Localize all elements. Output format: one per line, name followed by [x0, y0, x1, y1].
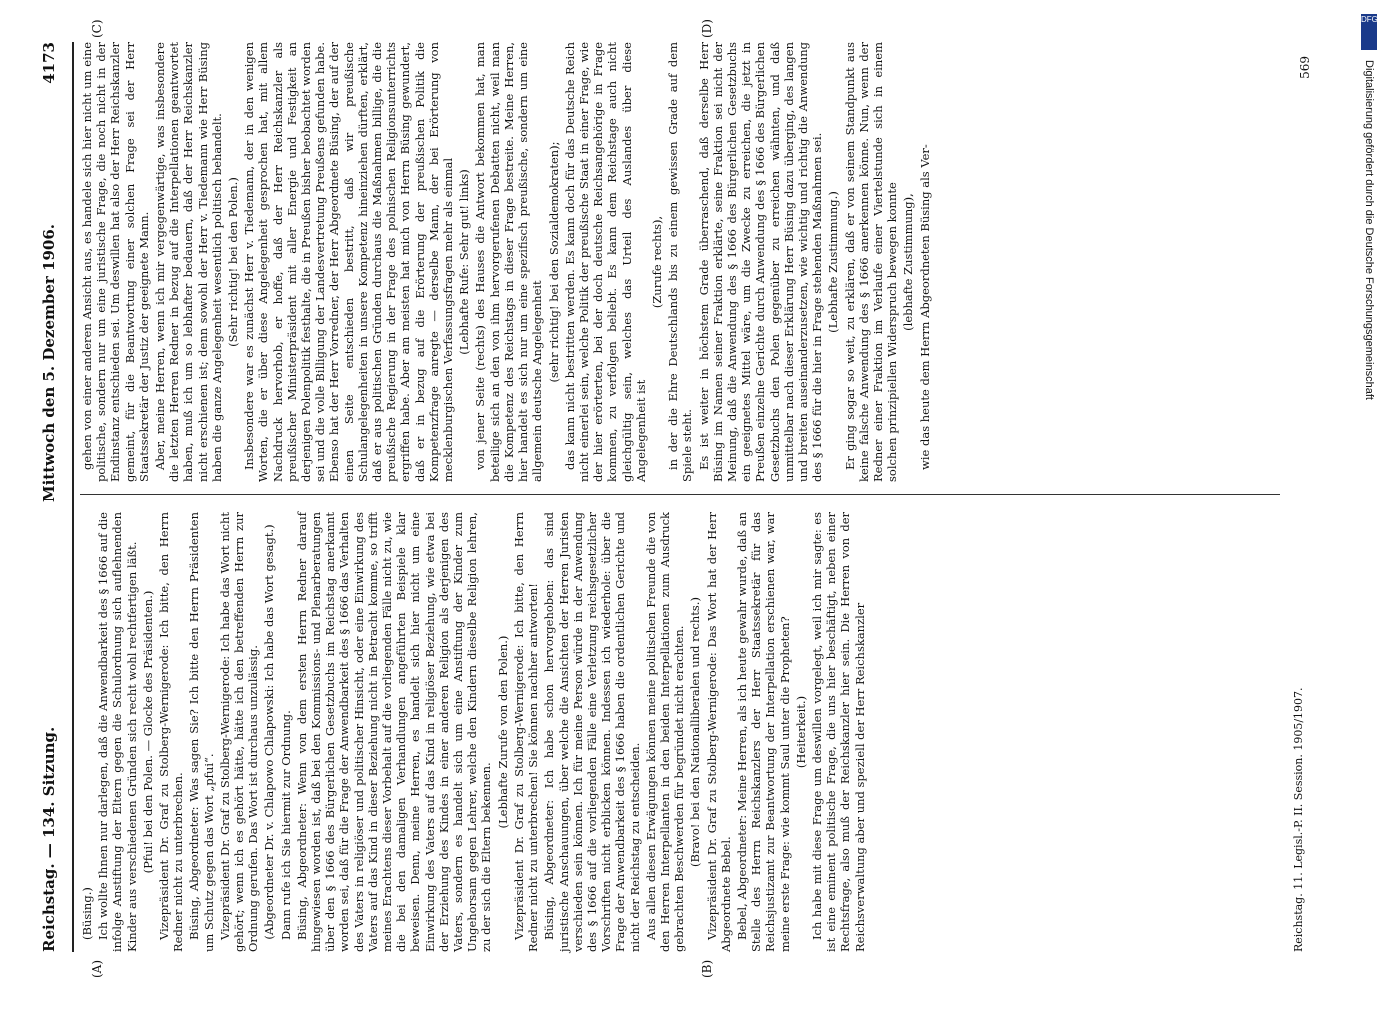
right-para: (sehr richtig! bei den Sozialdemokraten); — [546, 141, 561, 383]
left-para: Büsing, Abgeordneter: Ich habe schon hervorgehoben: das sind juristische Anschauungen, über welche die Ansichten der Herren Juristen verschieden sein können. Ich für meine Person würde in der Anwendung des § 1666 auf die vorliegenden Fälle eine Verletzung reichsgesetzlicher Vorschriften nicht erblicken können. Indessen ich wiederhole: über die Frage der Anwendbarkeit des § 1666 haben die ordentlichen Gerichte und nicht der Reichstag zu entscheiden. — [542, 512, 642, 952]
header-date: Mittwoch den 5. Dezember 1906. — [40, 224, 58, 502]
left-para: Vizepräsident Dr. Graf zu Stolberg-Wernigerode: Ich habe das Wort nicht gehört; wenn ich es gehört hätte, hätte ich den betreffenden Herrn zur Ordnung gerufen. Das Wort ist durchaus unzulässig. — [217, 512, 261, 952]
dfg-logo — [1361, 14, 1377, 50]
left-para: (Abgeordneter Dr. v. Chlapowo Chlapowski: Ich habe das Wort gesagt.) — [262, 524, 277, 940]
left-column — [80, 512, 869, 952]
left-para: (Büsing.) — [80, 887, 94, 940]
left-para: (Pfui! bei den Polen. — Glocke des Präsidenten.) — [140, 590, 155, 874]
left-para: Aus allen diesen Erwägungen können meine politischen Freunde die von den Herren Interpellanten in den beiden Interpellationen zum Ausdruck gebrachten Beschwerden für begründet nicht erachten. — [643, 512, 687, 952]
left-para: Bebel, Abgeordneter: Meine Herren, als ich heute gewahr wurde, daß an Stelle des Herrn Reichskanzlers der Herr Staatssekretär für das Reichsjustizamt zur Beantwortung der Interpellation erschienen war, war meine erste Frage: wie kommt Saul unter die Propheten? — [734, 512, 792, 952]
right-para: (Lebhafte Zustimmung.) — [826, 191, 841, 333]
right-column — [80, 42, 934, 482]
right-para: (Sehr richtig! bei den Polen.) — [226, 177, 241, 347]
right-para: das kann nicht bestritten werden. Es kann doch für das Deutsche Reich nicht einerlei sein, welche Politik der preußische Staat in einer Frage, wie der hier erörterten, bei der doch deutsche Reichsangehörige in Frage kommen, zu verfolgen beliebt. Es kann dem Reichstage auch nicht gleichgültig sein, welches das Urteil des Auslandes über diese Angelegenheit ist — [562, 42, 648, 482]
page-header — [12, 42, 72, 952]
right-para: gehen von einer anderen Ansicht aus, es handele sich hier nicht um eine politische, sondern nur um eine juristische Frage, die noch nicht in der Endinstanz entschieden sei. Um deswillen hat also der Herr Reichskanzler gemeint, für die Beantwortung einer solchen Frage sei der Herr Staatssekretär der Justiz der geeignete Mann. — [80, 42, 151, 482]
left-para: Büsing, Abgeordneter: Wenn von dem ersten Herrn Redner darauf hingewiesen worden ist, daß bei den Kommissions- und Plenarberatungen über den § 1666 des Bürgerlichen Gesetzbuchs im Reichstag anerkannt worden sei, daß für die Frage der Anwendbarkeit des § 1666 das Verhalten des Vaters in religiöser und politischer Hinsicht, oder eine Einwirkung des Vaters auf das Kind in dieser Beziehung nicht in Betracht komme, so trifft meines Erachtens dieser Vorbehalt auf die vorliegenden Fälle nicht zu, wie die bei den damaligen Verhandlungen angeführten Beispiele klar beweisen. Denn, meine Herren, es handelt sich hier nicht um eine Einwirkung des Vaters auf das Kind in religiöser Beziehung, wie etwa bei der Erziehung des Kindes in einer anderen Religion als derjenigen des Vaters, sondern es handelt sich um eine Anstiftung der Kinder zum Ungehorsam gegen Lehrer, welche den Kindern dieselbe Religion lehren, zu der sich die Eltern bekennen. — [294, 512, 494, 952]
footer-session: Reichstag. 11. Legisl.-P. II. Session. 1905/1907. — [1292, 687, 1305, 952]
left-para: Dann rufe ich Sie hiermit zur Ordnung. — [278, 710, 293, 940]
header-rule — [72, 42, 74, 952]
left-para: Vizepräsident Dr. Graf zu Stolberg-Wernigerode: Ich bitte, den Herrn Redner nicht zu unterbrechen. — [157, 512, 186, 952]
page-number: 4173 — [40, 42, 58, 84]
header-left: Reichstag. — 134. Sitzung. — [40, 726, 58, 952]
right-para: Insbesondere war es zunächst Herr v. Tiedemann, der in den wenigen Worten, die er über diese Angelegenheit gesprochen hat, mit allem Nachdruck hervorhob, er hoffe, daß der Herr Reichskanzler als preußischer Ministerpräsident mit aller Energie und Festigkeit an derjenigen Polenpolitik festhalte, die in Preußen bisher beobachtet worden sei und die volle Billigung der Landesvertretung Preußens gefunden habe. Ebenso hat der Herr Vorredner, der Herr Abgeordnete Büsing, der auf der einen Seite entschieden bestritt, daß wir preußische Schulangelegenheiten in unsere Kompetenz hineinziehen dürften, erklärt, daß er aus politischen Gründen durchaus die Maßnahmen billige, die die preußische Regierung in der Frage des polnischen Religionsunterrichts ergriffen habe. Aber am meisten hat mich von Herrn Büsing gewundert, daß er in bezug auf die Erörterung der preußischen Politik die Kompetenzfrage anregte — derselbe Mann, der bei Erörterung von mecklenburgischen Verfassungsfragen mehr als einmal — [242, 42, 456, 482]
margin-marker-b: (B) — [700, 959, 714, 978]
column-divider — [80, 494, 1280, 495]
left-para: Ich wollte Ihnen nur darlegen, daß die Anwendbarkeit des § 1666 auf die infolge Anstiftung der Eltern gegen die Schulordnung sich auflehnenden Kinder aus verschiedenen Gründen sich recht wohl rechtfertigen läßt. — [96, 512, 139, 952]
digitization-credit — [1357, 60, 1377, 1020]
right-para: (lebhafte Zustimmung), — [901, 193, 916, 331]
right-para: Aber, meine Herren, wenn ich mir vergegenwärtige, was insbesondere die letzten Herren Redner in bezug auf die Interpellationen geantwortet haben, muß ich um so lebhafter bedauern, daß der Herr Reichskanzler nicht erschienen ist; denn sowohl der Herr v. Tiedemann wie Herr Büsing haben die ganze Angelegenheit wesentlich politisch behandelt. — [153, 42, 224, 482]
margin-marker-a: (A) — [90, 959, 104, 978]
sheet-number: 569 — [1298, 56, 1312, 79]
margin-marker-d: (D) — [700, 19, 714, 38]
right-para: von jener Seite (rechts) des Hauses die Antwort bekommen hat, man beteilige sich an den von ihm hervorgerufenen Debatten nicht, weil man die Kompetenz des Reichstags in dieser Frage bestreite. Meine Herren, hier handelt es sich nur um eine spezifisch preußische, sondern um eine allgemein deutsche Angelegenheit — [473, 42, 545, 482]
right-para: (Lebhafte Rufe: Sehr gut! links) — [457, 169, 472, 355]
left-para: Ich habe mit diese Frage um deswillen vorgelegt, weil ich mir sagte: es ist eine eminent politische Frage, die uns hier beschäftigt, neben einer Rechtsfrage, also muß der Reichskanzler hier sein. Die Herren von der Reichsverwaltung aber und speziell der Herr Reichskanzler — [809, 512, 867, 952]
left-para: (Lebhafte Zurufe von den Polen.) — [495, 635, 510, 829]
left-para: (Bravo! bei den Nationalliberalen und rechts.) — [688, 597, 703, 867]
left-para: (Heiterkeit.) — [793, 695, 808, 769]
right-para: (Zurufe rechts), — [649, 215, 664, 309]
right-para: Es ist weiter in höchstem Grade überraschend, daß derselbe Herr Büsing im Namen seiner Fraktion erklärte, seine Fraktion sei nicht der Meinung, daß die Anwendung des § 1666 des Bürgerlichen Gesetzbuchs ein geeignetes Mittel wäre, um die Zwecke zu erreichen, die jetzt in Preußen einzelne Gerichte durch Anwendung des § 1666 des Bürgerlichen Gesetzbuchs den Polen gegenüber zu erreichen wähnten, und daß unmittelbar nach dieser Erklärung Herr Büsing dazu überging, des langen und breiten auseinanderzusetzen, wie wichtig und richtig die Anwendung des § 1666 für die hier in Frage stehenden Maßnahmen sei. — [696, 42, 825, 482]
left-para: Vizepräsident Dr. Graf zu Stolberg-Wernigerode: Das Wort hat der Herr Abgeordnete Bebel. — [704, 512, 733, 952]
left-para: Büsing, Abgeordneter: Was sagen Sie? Ich bitte den Herrn Präsidenten um Schutz gegen das Wort „pfui“. — [187, 512, 216, 952]
dfg-logo-text: DFG — [1361, 15, 1378, 24]
right-para: wie das heute dem Herrn Abgeordneten Büsing als Ver- — [917, 144, 932, 470]
right-para: Er ging sogar so weit, zu erklären, daß er von seinem Standpunkt aus keine falsche Anwendung des § 1666 anerkennen könne. Nun, wenn der Redner einer Fraktion im Verlaufe einer Viertelstunde sich in einem solchen prinzipiellen Widerspruch bewegen konnte — [842, 42, 900, 482]
credit-text: Digitalisierung gefördert durch die Deutsche Forschungsgemeinschaft — [1363, 60, 1375, 400]
margin-marker-c: (C) — [90, 19, 104, 38]
left-para: Vizepräsident Dr. Graf zu Stolberg-Wernigerode: Ich bitte, den Herrn Redner nicht zu unterbrechen! Sie können nachher antworten! — [511, 512, 541, 952]
right-para: in der die Ehre Deutschlands bis zu einem gewissen Grade auf dem Spiele steht. — [666, 42, 695, 482]
